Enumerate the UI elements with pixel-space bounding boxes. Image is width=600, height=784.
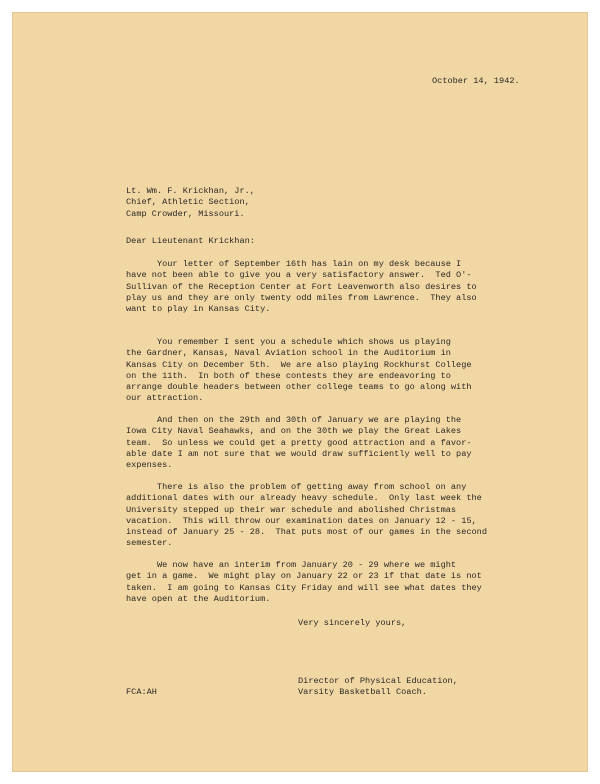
- body-line: want to play in Kansas City.: [126, 304, 271, 315]
- body-line: Your letter of September 16th has lain on my desk because I: [126, 259, 462, 269]
- body-line: instead of January 25 - 28. That puts most of our games in the second: [126, 527, 487, 538]
- signature-block: [298, 676, 458, 699]
- body-line: arrange double headers between other college teams to go along with: [126, 382, 472, 393]
- body-line: additional dates with our already heavy schedule. Only last week the: [126, 493, 482, 504]
- signature-line: Varsity Basketball Coach.: [298, 687, 427, 698]
- recipient-line: Chief, Athletic Section,: [126, 197, 250, 208]
- body-line: have not been able to give you a very satisfactory answer. Ted O'-: [126, 270, 472, 281]
- body-line: And then on the 29th and 30th of January we are playing the: [126, 415, 462, 425]
- body-paragraph: [126, 482, 487, 550]
- body-line: expenses.: [126, 460, 173, 471]
- body-line: semester.: [126, 538, 173, 549]
- recipient-address: [126, 186, 255, 220]
- body-line: vacation. This will throw our examination dates on January 12 - 15,: [126, 515, 477, 526]
- body-line: University stepped up their war schedule and abolished Christmas: [126, 504, 457, 515]
- body-paragraph: [126, 259, 477, 315]
- signature-line: Director of Physical Education,: [298, 676, 458, 686]
- body-line: We now have an interim from January 20 - 29 where we might: [126, 560, 457, 570]
- letter-page: [12, 12, 588, 772]
- reference-initials: FCA:AH: [126, 687, 157, 697]
- complimentary-closing: Very sincerely yours,: [298, 618, 407, 628]
- body-paragraph: [126, 415, 472, 471]
- body-line: team. So unless we could get a pretty good attraction and a favor-: [126, 437, 472, 448]
- body-line: You remember I sent you a schedule which shows us playing: [126, 337, 451, 347]
- body-line: on the 11th. In both of these contests they are endeavoring to: [126, 370, 451, 381]
- body-line: the Gardner, Kansas, Naval Aviation school in the Auditorium in: [126, 348, 451, 359]
- body-line: Iowa City Naval Seahawks, and on the 30th we play the Great Lakes: [126, 426, 462, 437]
- body-line: able date I am not sure that we would draw sufficiently well to pay: [126, 448, 472, 459]
- body-line: taken. I am going to Kansas City Friday and will see what dates they: [126, 582, 482, 593]
- salutation: Dear Lieutenant Krickhan:: [126, 236, 255, 246]
- body-line: our attraction.: [126, 393, 204, 404]
- body-line: There is also the problem of getting away from school on any: [126, 482, 467, 492]
- body-paragraph: [126, 337, 472, 405]
- recipient-line: Camp Crowder, Missouri.: [126, 208, 245, 219]
- body-line: play us and they are only twenty odd miles from Lawrence. They also: [126, 292, 477, 303]
- letter-date: October 14, 1942.: [432, 76, 520, 86]
- body-line: Kansas City on December 5th. We are also playing Rockhurst College: [126, 359, 472, 370]
- body-line: Sullivan of the Reception Center at Fort Leavenworth also desires to: [126, 281, 477, 292]
- body-line: have open at the Auditorium.: [126, 593, 271, 604]
- recipient-line: Lt. Wm. F. Krickhan, Jr.,: [126, 186, 255, 196]
- body-line: get in a game. We might play on January 22 or 23 if that date is not: [126, 571, 482, 582]
- body-paragraph: [126, 560, 482, 605]
